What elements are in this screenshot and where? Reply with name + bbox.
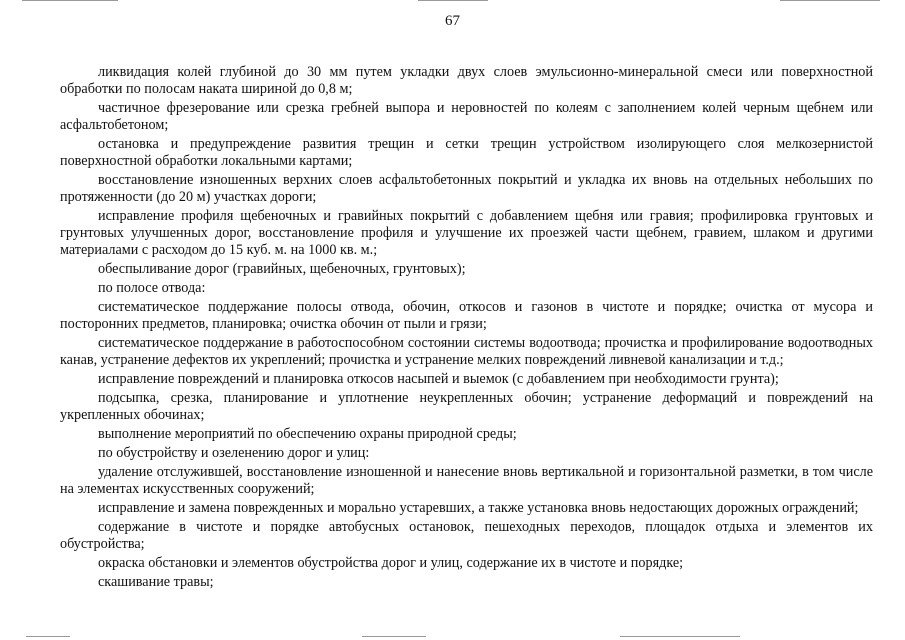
bottom-rule-right — [620, 636, 740, 637]
page-number: 67 — [445, 13, 460, 29]
bottom-rule-left — [26, 636, 70, 637]
section-heading: по полосе отвода: — [98, 280, 206, 296]
paragraph: окраска обстановки и элементов обустройства дорог и улиц, содержание их в чистоте и порядке; — [98, 555, 684, 571]
section-heading: по обустройству и озеленению дорог и улиц: — [98, 445, 370, 461]
paragraph: систематическое поддержание в работоспособном состоянии системы водоотвода; прочистка и профилирование водоотводных канав, устранение дефектов их укреплений; прочистка и устранение мелких повреждений ливневой канализации и т.д.; — [60, 335, 873, 368]
paragraph: подсыпка, срезка, планирование и уплотнение неукрепленных обочин; устранение деформаций и повреждений на укрепленных обочинах; — [60, 390, 873, 423]
paragraph: восстановление изношенных верхних слоев асфальтобетонных покрытий и укладка их вновь на отдельных небольших по протяженности (до 20 м) участках дороги; — [60, 172, 873, 205]
top-rule-right — [780, 0, 880, 1]
paragraph: ликвидация колей глубиной до 30 мм путем укладки двух слоев эмульсионно-минеральной смеси или поверхностной обработки по полосам наката шириной до 0,8 м; — [60, 64, 873, 97]
document-body — [60, 64, 873, 593]
top-rule-center — [418, 0, 488, 1]
paragraph: обеспыливание дорог (гравийных, щебеночных, грунтовых); — [98, 261, 466, 277]
paragraph: исправление и замена поврежденных и морально устаревших, а также установка вновь недостающих дорожных ограждений; — [98, 500, 859, 516]
bottom-rule-center — [362, 636, 426, 637]
paragraph: выполнение мероприятий по обеспечению охраны природной среды; — [98, 426, 517, 442]
top-rule-left — [22, 0, 118, 1]
paragraph: исправление повреждений и планировка откосов насыпей и выемок (с добавлением при необходимости грунта); — [98, 371, 779, 387]
paragraph: скашивание травы; — [98, 574, 214, 590]
paragraph: остановка и предупреждение развития трещин и сетки трещин устройством изолирующего слоя мелкозернистой поверхностной обработки локальными картами; — [60, 136, 873, 169]
paragraph: удаление отслужившей, восстановление изношенной и нанесение вновь вертикальной и горизонтальной разметки, в том числе на элементах искусственных сооружений; — [60, 464, 873, 497]
paragraph: содержание в чистоте и порядке автобусных остановок, пешеходных переходов, площадок отдыха и элементов их обустройства; — [60, 519, 873, 552]
paragraph: частичное фрезерование или срезка гребней выпора и неровностей по колеям с заполнением колей черным щебнем или асфальтобетоном; — [60, 100, 873, 133]
paragraph: исправление профиля щебеночных и гравийных покрытий с добавлением щебня или гравия; профилировка грунтовых и грунтовых улучшенных дорог, восстановление профиля и улучшение их проезжей части щебнем, гравием, шлаком и другими материалами с расходом до 15 куб. м. на 1000 кв. м.; — [60, 208, 873, 258]
paragraph: систематическое поддержание полосы отвода, обочин, откосов и газонов в чистоте и порядке; очистка от мусора и посторонних предметов, планировка; очистка обочин от пыли и грязи; — [60, 299, 873, 332]
